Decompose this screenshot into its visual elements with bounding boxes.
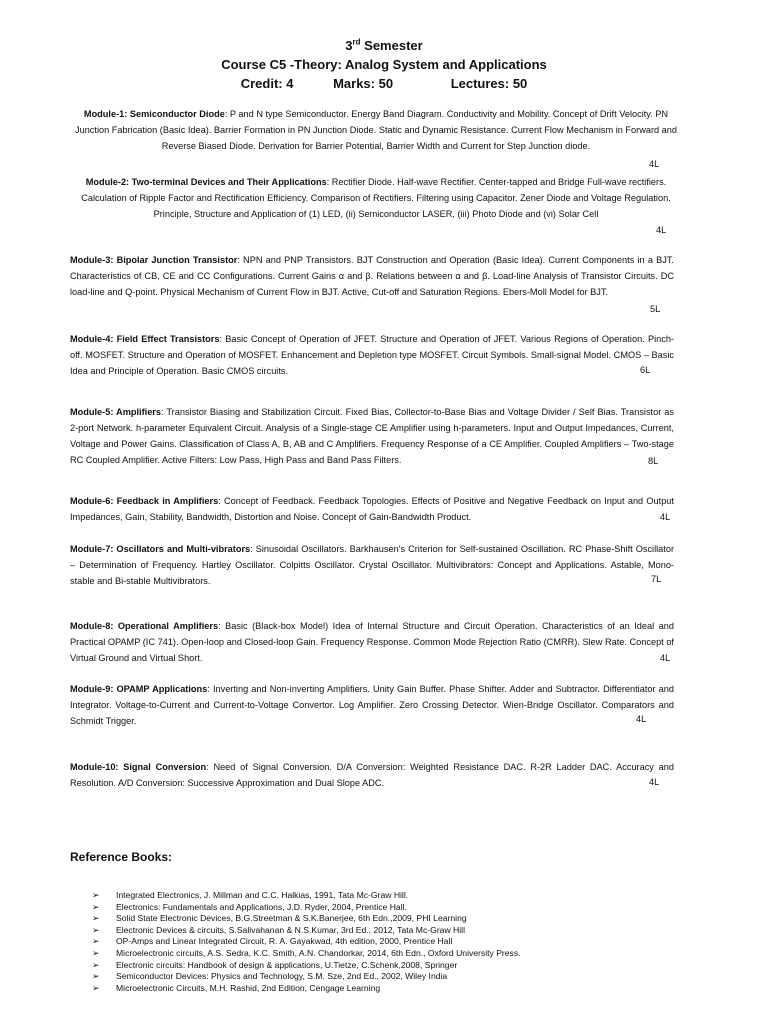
lectures-label: Lectures: 50 xyxy=(450,76,528,91)
module-title: Module-4: Field Effect Transistors xyxy=(70,334,220,344)
semester-number: 3 xyxy=(345,38,353,53)
arrow-bullet-icon: ➢ xyxy=(92,971,100,982)
module-title: Module-5: Amplifiers xyxy=(70,407,161,417)
book-entry: Semiconductor Devices: Physics and Technology, S.M. Sze, 2nd Ed., 2002, Wiley India xyxy=(116,971,448,982)
module-6 xyxy=(70,493,674,525)
module-4-hours: 6L xyxy=(640,365,651,375)
module-body: : Sinusoidal Oscillators. Barkhausen's Criterion for Self-sustained Oscillation. RC Phase-Shift Oscillator – Determination of Frequency. Hartley Oscillator. Colpitts Oscillator. Crystal Oscillator. Multivibrators: Concept and Applications. Astable, Mono-stable and Bi-stable Multivibrators. xyxy=(70,544,675,586)
module-body: : Transistor Biasing and Stabilization Circuit. Fixed Bias, Collector-to-Base Bias and Voltage Divider / Self Bias. Transistor as 2-port Network. h-parameter Equivalent Circuit. Analysis of a Single-stage CE Amplifier using h-parameters. Input and Output Impedances, Current, Voltage and Power Gains. Classification of Class A, B, AB and C Amplifiers. Frequency Response of a CE Amplifier. Coupled Amplifiers – Two-stage RC Coupled Amplifier. Active Filters: Low Pass, High Pass and Band Pass Filters. xyxy=(70,407,674,465)
module-10-hours: 4L xyxy=(649,777,660,787)
module-title: Module-10: Signal Conversion xyxy=(70,762,207,772)
book-entry: Electronics: Fundamentals and Applications, J.D. Ryder, 2004, Prentice Hall. xyxy=(116,901,407,912)
credit-label: Credit: 4 xyxy=(240,76,294,91)
arrow-bullet-icon: ➢ xyxy=(92,936,100,947)
reference-books-heading: Reference Books: xyxy=(70,850,173,864)
module-3 xyxy=(70,252,674,300)
module-4 xyxy=(70,331,674,379)
module-title: Module-7: Oscillators and Multi-vibrators xyxy=(70,544,251,554)
list-item xyxy=(92,983,692,995)
list-item xyxy=(92,902,692,914)
arrow-bullet-icon: ➢ xyxy=(92,982,100,993)
module-title: Module-1: Semiconductor Diode xyxy=(83,109,225,119)
arrow-bullet-icon: ➢ xyxy=(92,959,100,970)
list-item xyxy=(92,936,692,948)
module-7 xyxy=(70,541,674,589)
module-2-hours: 4L xyxy=(656,225,667,235)
module-8 xyxy=(70,618,674,666)
book-entry: Electronic circuits: Handbook of design & applications, U.Tietze, C.Schenk,2008, Springer xyxy=(116,959,458,970)
module-body: : Basic Concept of Operation of JFET. Structure and Operation of JFET. Various Regions of Operation. Pinch-off. MOSFET. Structure and Operation of MOSFET. Enhancement and Depletion type MOSFET. Circuit Symbols. Small-signal Model. CMOS – Basic Idea and Principle of Operation. Basic CMOS circuits. xyxy=(70,334,674,376)
module-1-hours: 4L xyxy=(649,159,660,169)
arrow-bullet-icon: ➢ xyxy=(92,947,100,958)
book-entry: Microelectronic circuits, A.S. Sedra, K.C. Smith, A.N. Chandorkar, 2014, 6th Edn., Oxford University Press. xyxy=(116,947,521,958)
course-title: Course C5 -Theory: Analog System and Applications xyxy=(221,57,547,72)
list-item xyxy=(92,948,692,960)
module-7-hours: 7L xyxy=(651,574,662,584)
list-item xyxy=(92,913,692,925)
module-9 xyxy=(70,681,674,729)
arrow-bullet-icon: ➢ xyxy=(92,901,100,912)
module-10 xyxy=(70,759,674,791)
module-3-hours: 5L xyxy=(650,304,661,314)
book-entry: Integrated Electronics, J. Millman and C.C. Halkias, 1991, Tata Mc-Graw Hill. xyxy=(116,890,409,900)
module-8-hours: 4L xyxy=(660,653,671,663)
module-body: : NPN and PNP Transistors. BJT Construction and Operation (Basic Idea). Current Components in a BJT. Characteristics of CB, CE and CC Configurations. Current Gains α and β. Relations between α and β. Load-line Analysis of Transistor Circuits. DC load-line and Q-point. Physical Mechanism of Current Flow in BJT. Active, Cut-off and Saturation Regions. Ebers-Moll Model for BJT. xyxy=(70,255,674,297)
marks-label: Marks: 50 xyxy=(333,76,394,91)
module-title: Module-9: OPAMP Applications xyxy=(70,684,208,694)
module-9-hours: 4L xyxy=(636,714,647,724)
semester-ordinal: rd xyxy=(352,37,361,47)
book-entry: Microelectronic Circuits, M.H. Rashid, 2nd Edition, Cengage Learning xyxy=(116,982,381,993)
course-meta xyxy=(0,75,768,93)
list-item xyxy=(92,925,692,937)
module-body: : Rectifier Diode. Half-wave Rectifier. Center-tapped and Bridge Full-wave rectifiers. Calculation of Ripple Factor and Rectification Efficiency. Comparison of Rectifiers. Filtering using Capacitor. Zener Diode and Voltage Regulation. Principle, Structure and Application of (1) LED, (ii) Semiconductor LASER, (iii) Photo Diode and (vi) Solar Cell xyxy=(81,177,671,219)
module-title: Module-8: Operational Amplifiers xyxy=(70,621,219,631)
module-2 xyxy=(72,174,680,222)
list-item xyxy=(92,971,692,983)
list-item xyxy=(92,890,692,902)
module-body: : P and N type Semiconductor. Energy Band Diagram. Conductivity and Mobility. Concept of Drift Velocity. PN Junction Fabrication (Basic Idea). Barrier Formation in PN Junction Diode. Static and Dynamic Resistance. Current Flow Mechanism in Forward and Reverse Biased Diode. Derivation for Barrier Potential, Barrier Width and Current for Step Junction diode. xyxy=(74,109,678,151)
semester-word: Semester xyxy=(364,38,423,53)
module-6-hours: 4L xyxy=(660,512,671,522)
arrow-bullet-icon: ➢ xyxy=(92,913,100,924)
arrow-bullet-icon: ➢ xyxy=(92,890,100,900)
reference-book-list xyxy=(92,890,692,994)
module-title: Module-3: Bipolar Junction Transistor xyxy=(70,255,238,265)
module-5-hours: 8L xyxy=(648,456,659,466)
arrow-bullet-icon: ➢ xyxy=(92,924,100,935)
book-entry: OP-Amps and Linear Integrated Circuit, R. A. Gayakwad, 4th edition, 2000, Prentice Hall xyxy=(116,936,453,947)
module-title: Module-2: Two-terminal Devices and Their Applications xyxy=(85,177,327,187)
module-5 xyxy=(70,404,674,468)
module-body: : Need of Signal Conversion. D/A Conversion: Weighted Resistance DAC. R-2R Ladder DAC. Accuracy and Resolution. A/D Conversion: Successive Approximation and Dual Slope ADC. xyxy=(70,762,674,788)
module-body: : Concept of Feedback. Feedback Topologies. Effects of Positive and Negative Feedback on Input and Output Impedances, Gain, Stability, Bandwidth, Distortion and Noise. Concept of Gain-Bandwidth Product. xyxy=(70,496,674,522)
module-body: : Basic (Black-box Model) Idea of Internal Structure and Circuit Operation. Characteristics of an Ideal and Practical OPAMP (IC 741). Open-loop and Closed-loop Gain. Frequency Response. Common Mode Rejection Ratio (CMRR). Slew Rate. Concept of Virtual Ground and Virtual Short. xyxy=(70,621,674,663)
list-item xyxy=(92,960,692,972)
module-title: Module-6: Feedback in Amplifiers xyxy=(70,496,219,506)
book-entry: Electronic Devices & circuits, S.Salivahanan & N.S.Kumar, 3rd Ed., 2012, Tata Mc-Graw Hill xyxy=(116,924,465,935)
module-body: : Inverting and Non-inverting Amplifiers. Unity Gain Buffer. Phase Shifter. Adder and Subtractor. Differentiator and Integrator. Voltage-to-Current and Current-to-Voltage Convertor. Log Amplifier. Zero Crossing Detector. Wien-Bridge Oscillator. Comparators and Schmidt Trigger. xyxy=(70,684,674,726)
book-entry: Solid State Electronic Devices, B.G.Streetman & S.K.Banerjee, 6th Edn.,2009, PHI Learning xyxy=(116,913,467,924)
semester-heading xyxy=(0,37,768,55)
module-1 xyxy=(72,106,680,154)
